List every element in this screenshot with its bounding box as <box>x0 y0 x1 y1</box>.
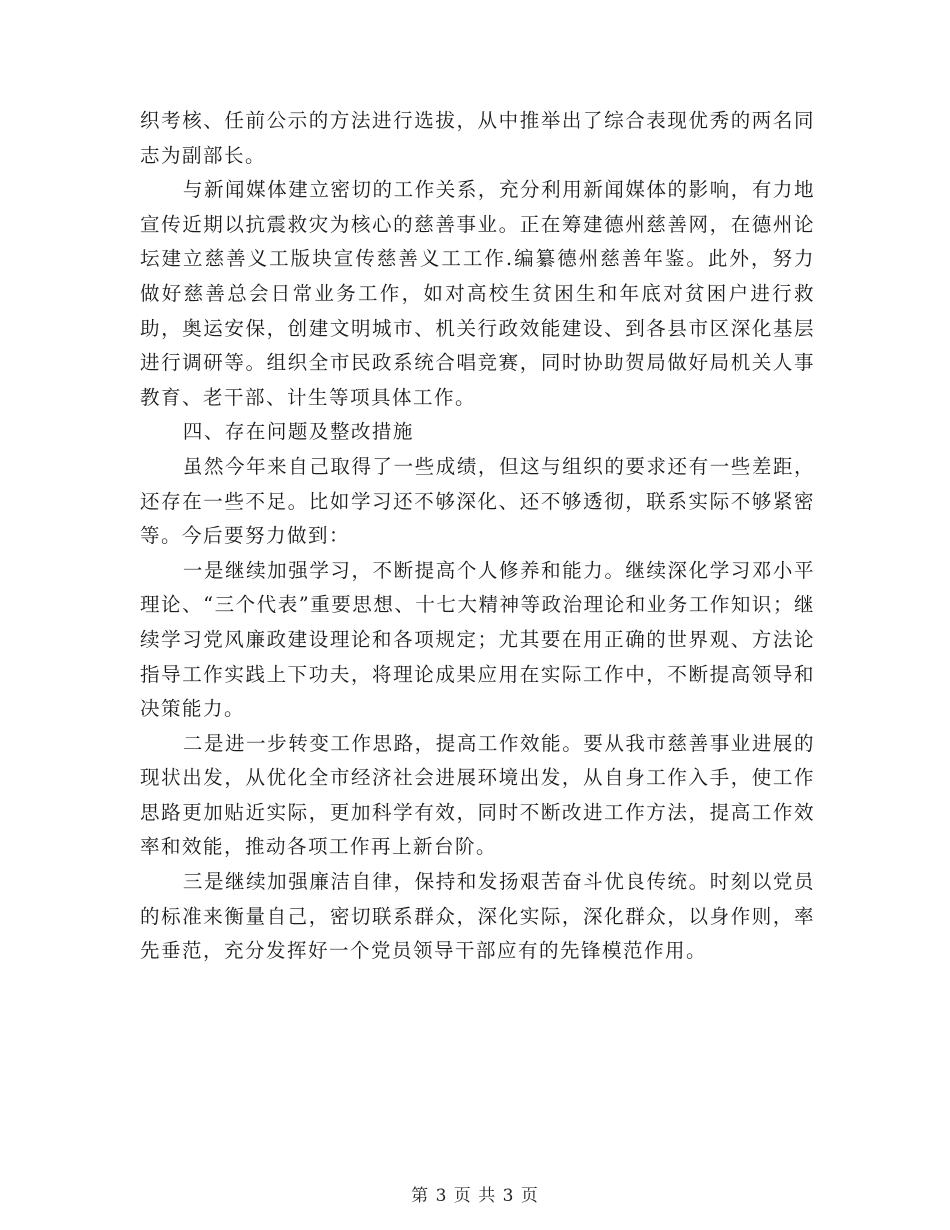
paragraph-1: 织考核、任前公示的方法进行选拔，从中推举出了综合表现优秀的两名同志为副部长。 <box>140 109 815 167</box>
paragraph-6: 三是继续加强廉洁自律，保持和发扬艰苦奋斗优良传统。时刻以党员的标准来衡量自己，密切联系群众，深化实际，深化群众，以身作则，率先垂范，充分发挥好一个党员领导干部应有的先锋模范作用。 <box>140 870 815 963</box>
paragraph-4: 一是继续加强学习，不断提高个人修养和能力。继续深化学习邓小平理论、“三个代表”重要思想、十七大精神等政治理论和业务工作知识；继续学习党风廉政建设理论和各项规定；尤其要在用正确的世界观、方法论指导工作实践上下功夫，将理论成果应用在实际工作中，不断提高领导和决策能力。 <box>140 558 815 721</box>
page-number-footer: 第 3 页 共 3 页 <box>411 1186 539 1206</box>
paragraph-3: 虽然今年来自己取得了一些成绩，但这与组织的要求还有一些差距，还存在一些不足。比如学习还不够深化、还不够透彻，联系实际不够紧密等。今后要努力做到： <box>140 454 815 548</box>
section-heading: 四、存在问题及整改措施 <box>182 420 414 444</box>
paragraph-5: 二是进一步转变工作思路，提高工作效能。要从我市慈善事业进展的现状出发，从优化全市经济社会进展环境出发，从自身工作入手，使工作思路更加贴近实际，更加科学有效，同时不断改进工作方法，提高工作效率和效能，推动各项工作再上新台阶。 <box>140 731 815 859</box>
document-body <box>140 104 815 969</box>
paragraph-2: 与新闻媒体建立密切的工作关系，充分利用新闻媒体的影响，有力地宣传近期以抗震救灾为核心的慈善事业。正在筹建德州慈善网，在德州论坛建立慈善义工版块宣传慈善义工工作.编纂德州慈善年鉴。此外，努力做好慈善总会日常业务工作，如对高校生贫困生和年底对贫困户进行救助，奥运安保，创建文明城市、机关行政效能建设、到各县市区深化基层进行调研等。组织全市民政系统合唱竞赛，同时协助贺局做好局机关人事教育、老干部、计生等项具体工作。 <box>140 178 815 409</box>
